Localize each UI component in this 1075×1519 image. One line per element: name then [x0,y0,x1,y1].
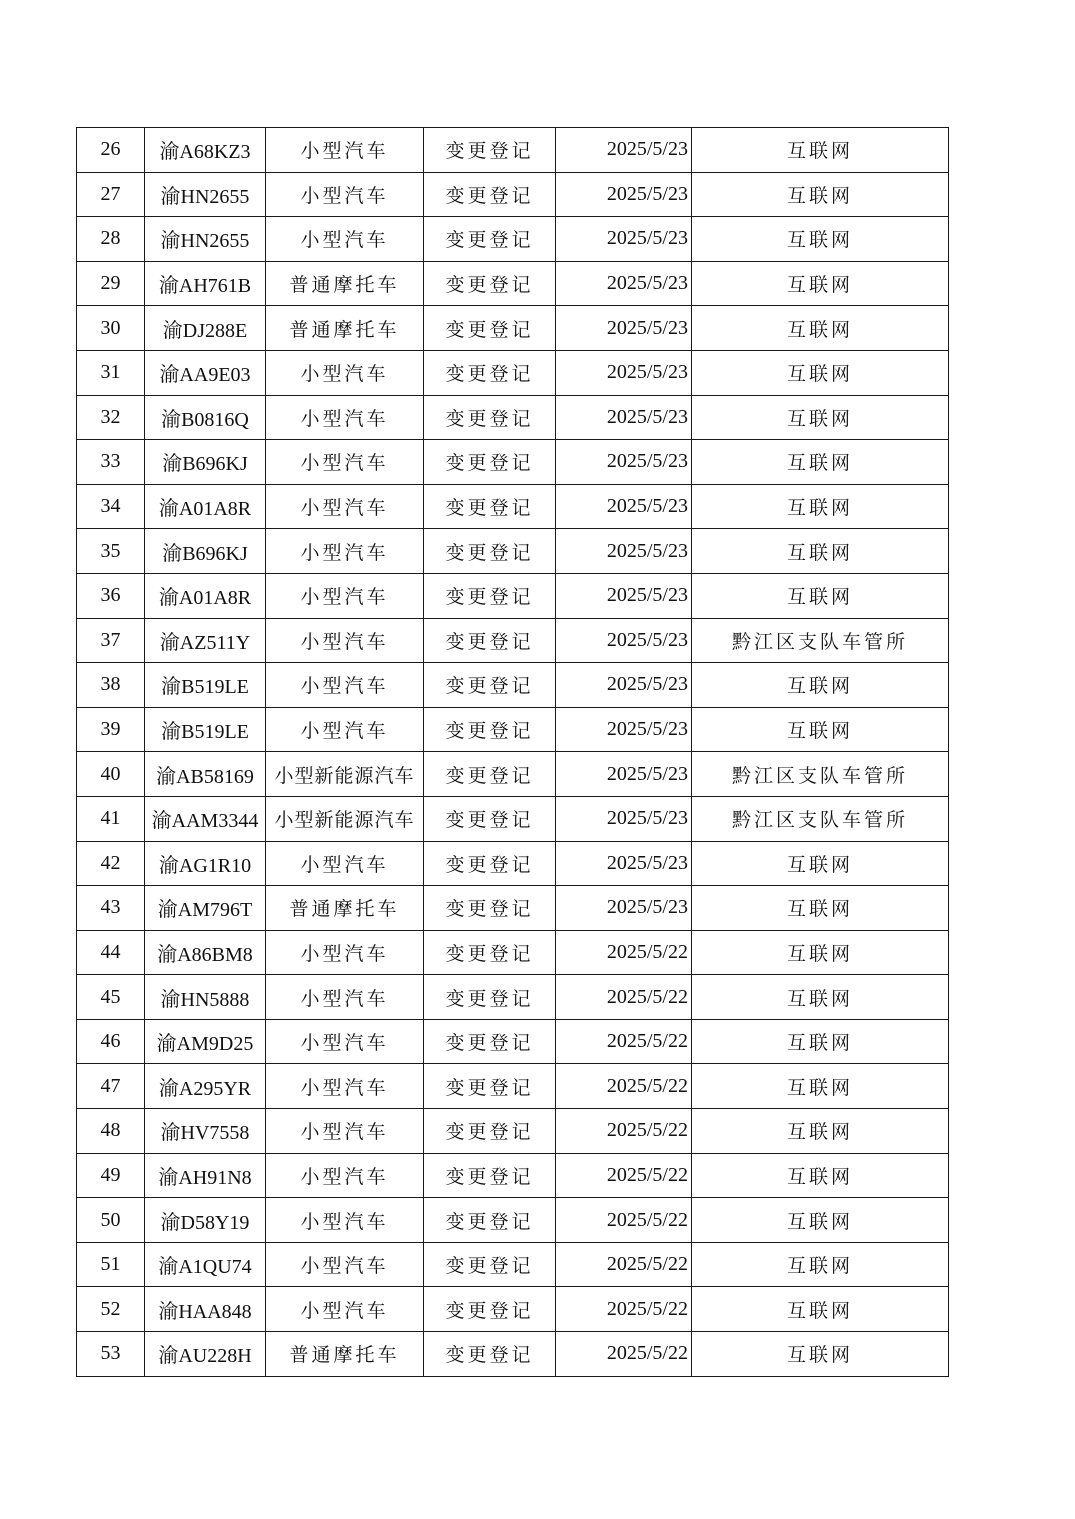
date-cell: 2025/5/23 [556,796,692,841]
row-index-cell: 29 [77,261,145,306]
row-index-cell: 52 [77,1287,145,1332]
row-index-cell: 35 [77,529,145,574]
row-index-cell: 38 [77,663,145,708]
business-type-cell: 变更登记 [424,217,556,262]
table-row [77,1153,949,1198]
business-type-cell: 变更登记 [424,1242,556,1287]
date-cell: 2025/5/23 [556,841,692,886]
business-type-cell: 变更登记 [424,261,556,306]
channel-cell: 互联网 [692,529,949,574]
business-type-cell: 变更登记 [424,930,556,975]
plate-number-cell: 渝AZ511Y [145,618,266,663]
table-row [77,350,949,395]
row-index-cell: 47 [77,1064,145,1109]
table-row [77,975,949,1020]
business-type-cell: 变更登记 [424,529,556,574]
table-row [77,484,949,529]
vehicle-type-cell: 小型汽车 [266,529,424,574]
table-row [77,217,949,262]
channel-cell: 互联网 [692,261,949,306]
business-type-cell: 变更登记 [424,306,556,351]
plate-number-cell: 渝AM796T [145,886,266,931]
business-type-cell: 变更登记 [424,1287,556,1332]
channel-cell: 黔江区支队车管所 [692,796,949,841]
table-row [77,841,949,886]
table-row [77,1332,949,1377]
row-index-cell: 41 [77,796,145,841]
date-cell: 2025/5/23 [556,217,692,262]
date-cell: 2025/5/22 [556,975,692,1020]
date-cell: 2025/5/23 [556,484,692,529]
vehicle-type-cell: 小型汽车 [266,573,424,618]
vehicle-type-cell: 小型汽车 [266,1287,424,1332]
row-index-cell: 36 [77,573,145,618]
date-cell: 2025/5/23 [556,886,692,931]
date-cell: 2025/5/22 [556,1332,692,1377]
business-type-cell: 变更登记 [424,886,556,931]
plate-number-cell: 渝DJ288E [145,306,266,351]
table-row [77,663,949,708]
business-type-cell: 变更登记 [424,440,556,485]
date-cell: 2025/5/23 [556,128,692,173]
row-index-cell: 50 [77,1198,145,1243]
channel-cell: 互联网 [692,484,949,529]
plate-number-cell: 渝A1QU74 [145,1242,266,1287]
date-cell: 2025/5/22 [556,1198,692,1243]
channel-cell: 互联网 [692,1064,949,1109]
table-row [77,1109,949,1154]
row-index-cell: 44 [77,930,145,975]
vehicle-type-cell: 小型汽车 [266,395,424,440]
date-cell: 2025/5/22 [556,1019,692,1064]
business-type-cell: 变更登记 [424,618,556,663]
plate-number-cell: 渝AG1R10 [145,841,266,886]
row-index-cell: 49 [77,1153,145,1198]
plate-number-cell: 渝AH761B [145,261,266,306]
business-type-cell: 变更登记 [424,707,556,752]
plate-number-cell: 渝B519LE [145,707,266,752]
table-row [77,886,949,931]
row-index-cell: 45 [77,975,145,1020]
plate-number-cell: 渝HN5888 [145,975,266,1020]
date-cell: 2025/5/23 [556,618,692,663]
business-type-cell: 变更登记 [424,841,556,886]
date-cell: 2025/5/23 [556,306,692,351]
table-row [77,752,949,797]
business-type-cell: 变更登记 [424,350,556,395]
plate-number-cell: 渝B696KJ [145,440,266,485]
channel-cell: 黔江区支队车管所 [692,752,949,797]
table-row [77,573,949,618]
date-cell: 2025/5/23 [556,350,692,395]
vehicle-type-cell: 小型汽车 [266,1198,424,1243]
channel-cell: 黔江区支队车管所 [692,618,949,663]
channel-cell: 互联网 [692,1332,949,1377]
table-row [77,440,949,485]
channel-cell: 互联网 [692,975,949,1020]
date-cell: 2025/5/23 [556,172,692,217]
business-type-cell: 变更登记 [424,1064,556,1109]
row-index-cell: 27 [77,172,145,217]
row-index-cell: 30 [77,306,145,351]
channel-cell: 互联网 [692,1242,949,1287]
vehicle-registration-table [76,127,949,1377]
vehicle-type-cell: 小型新能源汽车 [266,752,424,797]
vehicle-type-cell: 普通摩托车 [266,306,424,351]
date-cell: 2025/5/23 [556,573,692,618]
vehicle-type-cell: 小型汽车 [266,1019,424,1064]
date-cell: 2025/5/23 [556,529,692,574]
row-index-cell: 26 [77,128,145,173]
channel-cell: 互联网 [692,1153,949,1198]
table-row [77,707,949,752]
plate-number-cell: 渝HV7558 [145,1109,266,1154]
vehicle-type-cell: 小型汽车 [266,1109,424,1154]
channel-cell: 互联网 [692,128,949,173]
row-index-cell: 48 [77,1109,145,1154]
plate-number-cell: 渝AU228H [145,1332,266,1377]
date-cell: 2025/5/23 [556,663,692,708]
vehicle-type-cell: 小型汽车 [266,975,424,1020]
business-type-cell: 变更登记 [424,975,556,1020]
row-index-cell: 43 [77,886,145,931]
table-row [77,1198,949,1243]
date-cell: 2025/5/22 [556,1287,692,1332]
table-row [77,529,949,574]
table-row [77,930,949,975]
date-cell: 2025/5/22 [556,930,692,975]
table-row [77,1287,949,1332]
table-row [77,1019,949,1064]
plate-number-cell: 渝A68KZ3 [145,128,266,173]
table-row [77,1242,949,1287]
vehicle-type-cell: 小型汽车 [266,663,424,708]
row-index-cell: 53 [77,1332,145,1377]
row-index-cell: 37 [77,618,145,663]
row-index-cell: 33 [77,440,145,485]
plate-number-cell: 渝A01A8R [145,573,266,618]
row-index-cell: 42 [77,841,145,886]
business-type-cell: 变更登记 [424,1332,556,1377]
business-type-cell: 变更登记 [424,1019,556,1064]
table-row [77,618,949,663]
channel-cell: 互联网 [692,217,949,262]
channel-cell: 互联网 [692,707,949,752]
row-index-cell: 39 [77,707,145,752]
business-type-cell: 变更登记 [424,172,556,217]
vehicle-type-cell: 小型汽车 [266,350,424,395]
business-type-cell: 变更登记 [424,1153,556,1198]
channel-cell: 互联网 [692,440,949,485]
business-type-cell: 变更登记 [424,573,556,618]
channel-cell: 互联网 [692,1198,949,1243]
vehicle-type-cell: 普通摩托车 [266,1332,424,1377]
table-row [77,306,949,351]
vehicle-type-cell: 小型汽车 [266,217,424,262]
table-row [77,395,949,440]
row-index-cell: 46 [77,1019,145,1064]
vehicle-type-cell: 小型新能源汽车 [266,796,424,841]
row-index-cell: 32 [77,395,145,440]
business-type-cell: 变更登记 [424,663,556,708]
business-type-cell: 变更登记 [424,395,556,440]
plate-number-cell: 渝AM9D25 [145,1019,266,1064]
vehicle-type-cell: 小型汽车 [266,1064,424,1109]
business-type-cell: 变更登记 [424,752,556,797]
vehicle-type-cell: 小型汽车 [266,484,424,529]
row-index-cell: 40 [77,752,145,797]
vehicle-type-cell: 普通摩托车 [266,261,424,306]
plate-number-cell: 渝B0816Q [145,395,266,440]
vehicle-type-cell: 小型汽车 [266,128,424,173]
plate-number-cell: 渝AA9E03 [145,350,266,395]
row-index-cell: 28 [77,217,145,262]
channel-cell: 互联网 [692,930,949,975]
channel-cell: 互联网 [692,886,949,931]
table-row [77,172,949,217]
plate-number-cell: 渝B696KJ [145,529,266,574]
business-type-cell: 变更登记 [424,796,556,841]
row-index-cell: 51 [77,1242,145,1287]
date-cell: 2025/5/23 [556,261,692,306]
business-type-cell: 变更登记 [424,128,556,173]
date-cell: 2025/5/23 [556,707,692,752]
plate-number-cell: 渝B519LE [145,663,266,708]
plate-number-cell: 渝HAA848 [145,1287,266,1332]
date-cell: 2025/5/22 [556,1064,692,1109]
vehicle-type-cell: 小型汽车 [266,841,424,886]
channel-cell: 互联网 [692,395,949,440]
vehicle-type-cell: 小型汽车 [266,172,424,217]
table-row [77,261,949,306]
plate-number-cell: 渝AB58169 [145,752,266,797]
row-index-cell: 34 [77,484,145,529]
vehicle-type-cell: 小型汽车 [266,618,424,663]
plate-number-cell: 渝A86BM8 [145,930,266,975]
vehicle-type-cell: 小型汽车 [266,440,424,485]
plate-number-cell: 渝HN2655 [145,217,266,262]
vehicle-type-cell: 小型汽车 [266,1153,424,1198]
business-type-cell: 变更登记 [424,1198,556,1243]
channel-cell: 互联网 [692,350,949,395]
plate-number-cell: 渝A01A8R [145,484,266,529]
business-type-cell: 变更登记 [424,484,556,529]
vehicle-type-cell: 小型汽车 [266,707,424,752]
table-body [77,128,949,1377]
channel-cell: 互联网 [692,663,949,708]
row-index-cell: 31 [77,350,145,395]
plate-number-cell: 渝A295YR [145,1064,266,1109]
vehicle-type-cell: 小型汽车 [266,930,424,975]
plate-number-cell: 渝AH91N8 [145,1153,266,1198]
table-row [77,128,949,173]
channel-cell: 互联网 [692,573,949,618]
table-row [77,1064,949,1109]
plate-number-cell: 渝HN2655 [145,172,266,217]
channel-cell: 互联网 [692,1287,949,1332]
table-row [77,796,949,841]
plate-number-cell: 渝AAM3344 [145,796,266,841]
business-type-cell: 变更登记 [424,1109,556,1154]
vehicle-type-cell: 小型汽车 [266,1242,424,1287]
date-cell: 2025/5/22 [556,1153,692,1198]
channel-cell: 互联网 [692,306,949,351]
channel-cell: 互联网 [692,841,949,886]
channel-cell: 互联网 [692,1109,949,1154]
date-cell: 2025/5/23 [556,395,692,440]
date-cell: 2025/5/23 [556,752,692,797]
channel-cell: 互联网 [692,1019,949,1064]
date-cell: 2025/5/23 [556,440,692,485]
date-cell: 2025/5/22 [556,1109,692,1154]
vehicle-type-cell: 普通摩托车 [266,886,424,931]
date-cell: 2025/5/22 [556,1242,692,1287]
channel-cell: 互联网 [692,172,949,217]
plate-number-cell: 渝D58Y19 [145,1198,266,1243]
